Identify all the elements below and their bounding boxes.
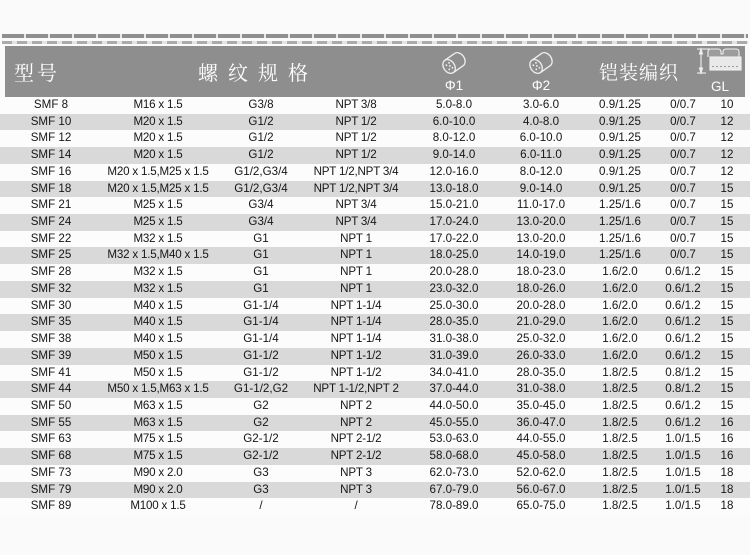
cell-g-thread: G3/4 [248, 215, 274, 229]
cell-model: SMF 73 [30, 465, 72, 479]
cell-gl: 15 [720, 231, 734, 245]
cell-phi1-range: 15.0-21.0 [429, 198, 479, 212]
cell-npt-thread: NPT 1-1/4 [330, 332, 382, 346]
cell-phi2-range: 44.0-55.0 [516, 432, 566, 446]
cell-model: SMF 10 [30, 114, 72, 128]
cell-phi2-range: 6.0-10.0 [519, 131, 563, 145]
cell-armor-1: 1.25/1.6 [599, 215, 641, 229]
cell-armor-2: 1.0/1.5 [665, 432, 701, 446]
cell-phi2-range: 18.0-26.0 [516, 281, 566, 295]
cell-metric-thread: M20 x 1.5 [133, 114, 183, 128]
cell-metric-thread: M50 x 1.5 [133, 365, 183, 379]
cell-gl: 15 [720, 315, 734, 329]
cell-model: SMF 8 [33, 98, 69, 111]
table-row [0, 381, 750, 398]
cell-armor-1: 1.25/1.6 [599, 198, 641, 212]
cell-phi2-range: 20.0-28.0 [516, 298, 566, 312]
cell-armor-2: 0.6/1.2 [665, 265, 701, 279]
cell-armor-2: 1.0/1.5 [665, 499, 701, 513]
cell-phi1-range: 45.0-55.0 [429, 415, 479, 429]
cable-gland-spec-table [0, 46, 750, 515]
cell-gl: 18 [720, 482, 734, 496]
cell-armor-2: 0/0.7 [670, 148, 696, 162]
cell-phi1-range: 8.0-12.0 [432, 131, 476, 145]
header-gl-label: GL [710, 79, 729, 94]
cell-phi1-range: 58.0-68.0 [429, 449, 479, 463]
cell-phi2-range: 36.0-47.0 [516, 415, 566, 429]
cell-armor-2: 0.6/1.2 [665, 298, 701, 312]
cell-phi2-range: 56.0-67.0 [516, 482, 566, 496]
table-row [0, 130, 750, 147]
cylinder-icon [437, 47, 471, 77]
cell-phi2-range: 52.0-62.0 [516, 465, 566, 479]
cell-npt-thread: NPT 3 [340, 482, 372, 496]
cell-gl: 15 [720, 365, 734, 379]
table-row [0, 415, 750, 432]
table-row [0, 247, 750, 264]
table-row [0, 465, 750, 482]
cell-gl: 12 [720, 164, 734, 178]
cell-model: SMF 24 [30, 215, 72, 229]
cell-npt-thread: NPT 1-1/2,NPT 2 [313, 382, 399, 396]
cell-gl: 15 [720, 248, 734, 262]
cell-phi1-range: 67.0-79.0 [429, 482, 479, 496]
cell-model: SMF 38 [30, 332, 72, 346]
cell-phi2-range: 14.0-19.0 [516, 248, 566, 262]
cell-armor-2: 0.6/1.2 [665, 315, 701, 329]
table-row [0, 231, 750, 248]
cell-npt-thread: NPT 1 [340, 281, 372, 295]
cell-armor-1: 0.9/1.25 [599, 148, 641, 162]
cell-armor-2: 1.0/1.5 [665, 449, 701, 463]
table-row [0, 97, 750, 114]
cell-armor-1: 1.8/2.5 [602, 415, 638, 429]
cell-armor-2: 0/0.7 [670, 131, 696, 145]
cell-phi1-range: 28.0-35.0 [429, 315, 479, 329]
cell-phi1-range: 17.0-24.0 [429, 215, 479, 229]
cell-model: SMF 14 [30, 148, 72, 162]
cell-armor-2: 0/0.7 [670, 198, 696, 212]
cell-model: SMF 79 [30, 482, 72, 496]
cell-model: SMF 28 [30, 265, 72, 279]
cell-g-thread: G1/2,G3/4 [234, 181, 288, 195]
cell-phi1-range: 5.0-8.0 [435, 98, 473, 111]
cell-phi2-range: 65.0-75.0 [516, 499, 566, 513]
cell-g-thread: G1-1/2 [243, 365, 279, 379]
table-body [0, 97, 750, 515]
cell-gl: 15 [720, 281, 734, 295]
table-row [0, 164, 750, 181]
cell-metric-thread: M20 x 1.5,M25 x 1.5 [107, 164, 209, 178]
cell-gl: 15 [720, 348, 734, 362]
cell-metric-thread: M32 x 1.5 [133, 265, 183, 279]
cell-armor-2: 0.8/1.2 [665, 382, 701, 396]
header-armor: 铠装编织 [598, 63, 679, 84]
cell-npt-thread: NPT 1 [340, 248, 372, 262]
table-row [0, 147, 750, 164]
cell-gl: 15 [720, 181, 734, 195]
cell-metric-thread: M90 x 2.0 [133, 465, 183, 479]
cell-g-thread: G3/8 [248, 98, 274, 111]
cell-phi1-range: 78.0-89.0 [429, 499, 479, 513]
cell-armor-1: 1.8/2.5 [602, 499, 638, 513]
cell-metric-thread: M40 x 1.5 [133, 332, 183, 346]
cell-metric-thread: M50 x 1.5,M63 x 1.5 [107, 382, 209, 396]
cell-armor-1: 1.8/2.5 [602, 482, 638, 496]
cell-armor-2: 0/0.7 [670, 114, 696, 128]
cell-phi2-range: 11.0-17.0 [516, 198, 566, 212]
cell-phi1-range: 25.0-30.0 [429, 298, 479, 312]
cell-armor-2: 0.8/1.2 [665, 365, 701, 379]
cell-npt-thread: NPT 1/2,NPT 3/4 [313, 181, 399, 195]
cell-metric-thread: M100 x 1.5 [130, 499, 186, 513]
top-rule-dashes [2, 41, 748, 44]
cell-gl: 16 [720, 415, 734, 429]
cell-armor-2: 0.6/1.2 [665, 281, 701, 295]
cell-g-thread: G2 [253, 398, 269, 412]
header-gl [695, 46, 745, 97]
cell-g-thread: G1-1/4 [243, 315, 279, 329]
cell-metric-thread: M75 x 1.5 [133, 432, 183, 446]
cell-metric-thread: M90 x 2.0 [133, 482, 183, 496]
cell-g-thread: G1-1/2,G2 [233, 382, 289, 396]
cell-model: SMF 35 [30, 315, 72, 329]
cell-model: SMF 16 [30, 164, 72, 178]
header-phi2 [499, 46, 583, 97]
cell-gl: 12 [720, 114, 734, 128]
cell-gl: 15 [720, 298, 734, 312]
cell-phi2-range: 8.0-12.0 [519, 164, 563, 178]
cell-armor-2: 0/0.7 [670, 215, 696, 229]
cell-npt-thread: NPT 1 [340, 265, 372, 279]
cell-metric-thread: M40 x 1.5 [133, 315, 183, 329]
table-row [0, 281, 750, 298]
header-phi1-label: Φ1 [444, 78, 464, 93]
cell-gl: 15 [720, 215, 734, 229]
cell-armor-1: 1.25/1.6 [599, 231, 641, 245]
cell-g-thread: G1/2 [248, 148, 274, 162]
cell-armor-1: 1.6/2.0 [602, 265, 638, 279]
cell-gl: 15 [720, 382, 734, 396]
cell-armor-1: 0.9/1.25 [599, 131, 641, 145]
cell-armor-1: 1.8/2.5 [602, 449, 638, 463]
cell-armor-2: 0.6/1.2 [665, 332, 701, 346]
cell-phi1-range: 23.0-32.0 [429, 281, 479, 295]
cell-phi1-range: 62.0-73.0 [429, 465, 479, 479]
cell-model: SMF 39 [30, 348, 72, 362]
cell-armor-2: 0/0.7 [670, 248, 696, 262]
cell-armor-1: 1.25/1.6 [599, 248, 641, 262]
cell-armor-2: 0/0.7 [670, 181, 696, 195]
cell-model: SMF 18 [30, 181, 72, 195]
cell-gl: 15 [720, 398, 734, 412]
cell-metric-thread: M50 x 1.5 [133, 348, 183, 362]
cell-g-thread: G1-1/2 [243, 348, 279, 362]
table-row [0, 431, 750, 448]
cell-phi1-range: 20.0-28.0 [429, 265, 479, 279]
cell-metric-thread: M25 x 1.5 [133, 198, 183, 212]
cell-npt-thread: NPT 2-1/2 [330, 432, 382, 446]
cell-metric-thread: M63 x 1.5 [133, 398, 183, 412]
cell-gl: 15 [720, 198, 734, 212]
cell-npt-thread: NPT 1/2 [335, 114, 377, 128]
cell-g-thread: G1 [253, 265, 269, 279]
cell-phi1-range: 53.0-63.0 [429, 432, 479, 446]
cell-model: SMF 89 [30, 499, 72, 513]
table-row [0, 365, 750, 382]
cell-gl: 12 [720, 148, 734, 162]
cell-phi2-range: 31.0-38.0 [516, 382, 566, 396]
cell-model: SMF 63 [30, 432, 72, 446]
header-thread-spec: 螺纹规格 [198, 63, 318, 85]
table-row [0, 482, 750, 499]
table-row [0, 498, 750, 515]
cell-phi2-range: 13.0-20.0 [516, 231, 566, 245]
cell-armor-1: 1.6/2.0 [602, 315, 638, 329]
cell-npt-thread: NPT 1/2 [335, 131, 377, 145]
cell-phi2-range: 25.0-32.0 [516, 332, 566, 346]
cell-metric-thread: M75 x 1.5 [133, 449, 183, 463]
cell-armor-1: 1.8/2.5 [602, 398, 638, 412]
table-row [0, 181, 750, 198]
cell-phi1-range: 44.0-50.0 [429, 398, 479, 412]
cell-model: SMF 21 [30, 198, 72, 212]
cell-model: SMF 41 [30, 365, 72, 379]
cell-g-thread: G1/2 [248, 131, 274, 145]
cell-model: SMF 68 [30, 449, 72, 463]
cell-armor-1: 1.6/2.0 [602, 348, 638, 362]
cell-armor-1: 0.9/1.25 [599, 164, 641, 178]
cell-phi2-range: 18.0-23.0 [516, 265, 566, 279]
cell-phi1-range: 13.0-18.0 [429, 181, 479, 195]
cell-g-thread: G3 [253, 465, 269, 479]
cell-model: SMF 44 [30, 382, 72, 396]
gland-length-icon [695, 46, 745, 79]
cell-metric-thread: M20 x 1.5,M25 x 1.5 [107, 181, 209, 195]
cell-model: SMF 32 [30, 281, 72, 295]
cell-metric-thread: M25 x 1.5 [133, 215, 183, 229]
cell-g-thread: G1-1/4 [243, 298, 279, 312]
cell-phi2-range: 6.0-11.0 [520, 148, 562, 162]
cell-npt-thread: NPT 2-1/2 [330, 449, 382, 463]
header-model: 型号 [14, 63, 60, 85]
header-phi2-label: Φ2 [531, 78, 551, 93]
cell-npt-thread: NPT 1-1/2 [330, 348, 382, 362]
cell-npt-thread: NPT 1-1/4 [330, 298, 382, 312]
table-row [0, 114, 750, 131]
cell-armor-1: 1.8/2.5 [602, 382, 638, 396]
cell-phi2-range: 13.0-20.0 [516, 215, 566, 229]
cell-metric-thread: M20 x 1.5 [133, 148, 183, 162]
table-row [0, 314, 750, 331]
cell-g-thread: G3 [253, 482, 269, 496]
cell-g-thread: G1-1/4 [243, 332, 279, 346]
cell-phi1-range: 31.0-39.0 [429, 348, 479, 362]
table-row [0, 331, 750, 348]
cell-armor-1: 1.6/2.0 [602, 332, 638, 346]
cell-armor-1: 1.8/2.5 [602, 365, 638, 379]
cell-phi2-range: 45.0-58.0 [516, 449, 566, 463]
cell-metric-thread: M40 x 1.5 [133, 298, 183, 312]
cell-model: SMF 22 [30, 231, 72, 245]
cell-phi2-range: 28.0-35.0 [516, 365, 566, 379]
cell-g-thread: G1 [253, 281, 269, 295]
cell-npt-thread: NPT 2 [340, 415, 372, 429]
cell-phi1-range: 17.0-22.0 [429, 231, 479, 245]
cell-model: SMF 30 [30, 298, 72, 312]
cell-g-thread: G2 [253, 415, 269, 429]
cell-gl: 16 [720, 432, 734, 446]
cell-phi2-range: 35.0-45.0 [516, 398, 566, 412]
table-row [0, 348, 750, 365]
cell-metric-thread: M32 x 1.5,M40 x 1.5 [107, 248, 209, 262]
cell-model: SMF 25 [30, 248, 72, 262]
cell-metric-thread: M16 x 1.5 [133, 98, 183, 111]
cell-g-thread: G1 [253, 231, 269, 245]
cell-gl: 18 [720, 465, 734, 479]
cell-npt-thread: NPT 3/8 [335, 98, 377, 111]
cell-model: SMF 50 [30, 398, 72, 412]
cell-g-thread: G1/2,G3/4 [234, 164, 288, 178]
cell-armor-2: 0.6/1.2 [665, 348, 701, 362]
cell-armor-2: 1.0/1.5 [665, 482, 701, 496]
cell-armor-1: 1.8/2.5 [602, 465, 638, 479]
cell-model: SMF 12 [30, 131, 72, 145]
cell-phi1-range: 6.0-10.0 [432, 114, 476, 128]
cell-phi1-range: 37.0-44.0 [429, 382, 479, 396]
cylinder-icon [524, 47, 558, 77]
cell-gl: 18 [720, 499, 734, 513]
cell-npt-thread: NPT 1-1/4 [330, 315, 382, 329]
top-rule [2, 34, 748, 38]
cell-armor-1: 1.6/2.0 [602, 281, 638, 295]
cell-armor-2: 0/0.7 [670, 98, 696, 111]
cell-g-thread: G2-1/2 [243, 432, 279, 446]
cell-g-thread: G2-1/2 [243, 449, 279, 463]
cell-armor-1: 1.8/2.5 [602, 432, 638, 446]
table-row [0, 197, 750, 214]
cell-npt-thread: NPT 3/4 [335, 198, 377, 212]
cell-phi2-range: 26.0-33.0 [516, 348, 566, 362]
cell-phi2-range: 4.0-8.0 [522, 114, 560, 128]
cell-npt-thread: NPT 3/4 [335, 215, 377, 229]
cell-metric-thread: M32 x 1.5 [133, 231, 183, 245]
cell-phi1-range: 9.0-14.0 [432, 148, 476, 162]
cell-gl: 15 [720, 265, 734, 279]
cell-npt-thread: NPT 2 [340, 398, 372, 412]
cell-phi1-range: 18.0-25.0 [429, 248, 479, 262]
cell-gl: 16 [720, 449, 734, 463]
cell-metric-thread: M20 x 1.5 [133, 131, 183, 145]
table-row [0, 214, 750, 231]
cell-npt-thread: NPT 3 [340, 465, 372, 479]
cell-armor-2: 0.6/1.2 [665, 398, 701, 412]
cell-npt-thread: NPT 1-1/2 [330, 365, 382, 379]
table-row [0, 398, 750, 415]
cell-phi2-range: 9.0-14.0 [519, 181, 563, 195]
cell-gl: 12 [720, 131, 734, 145]
table-row [0, 264, 750, 281]
cell-armor-2: 0/0.7 [670, 164, 696, 178]
cell-phi1-range: 31.0-38.0 [429, 332, 479, 346]
table-row [0, 298, 750, 315]
cell-g-thread: / [259, 499, 263, 513]
cell-g-thread: G1 [253, 248, 269, 262]
cell-npt-thread: NPT 1/2,NPT 3/4 [313, 164, 399, 178]
cell-npt-thread: / [354, 499, 358, 513]
table-row [0, 448, 750, 465]
cell-gl: 15 [720, 332, 734, 346]
cell-phi2-range: 21.0-29.0 [516, 315, 566, 329]
cell-g-thread: G1/2 [248, 114, 274, 128]
cell-armor-2: 0/0.7 [670, 231, 696, 245]
cell-model: SMF 55 [30, 415, 72, 429]
cell-metric-thread: M63 x 1.5 [133, 415, 183, 429]
cell-armor-2: 0.6/1.2 [665, 415, 701, 429]
cell-armor-1: 0.9/1.25 [599, 181, 641, 195]
cell-armor-1: 0.9/1.25 [599, 114, 641, 128]
cell-armor-1: 0.9/1.25 [599, 98, 641, 111]
table-header [5, 46, 745, 97]
cell-npt-thread: NPT 1 [340, 231, 372, 245]
cell-phi1-range: 34.0-41.0 [429, 365, 479, 379]
cell-armor-1: 1.6/2.0 [602, 298, 638, 312]
cell-gl: 10 [720, 98, 734, 111]
cell-g-thread: G3/4 [248, 198, 274, 212]
cell-metric-thread: M32 x 1.5 [133, 281, 183, 295]
cell-armor-2: 1.0/1.5 [665, 465, 701, 479]
cell-npt-thread: NPT 1/2 [335, 148, 377, 162]
cell-phi2-range: 3.0-6.0 [522, 98, 560, 111]
header-phi1 [409, 46, 499, 97]
cell-phi1-range: 12.0-16.0 [429, 164, 479, 178]
